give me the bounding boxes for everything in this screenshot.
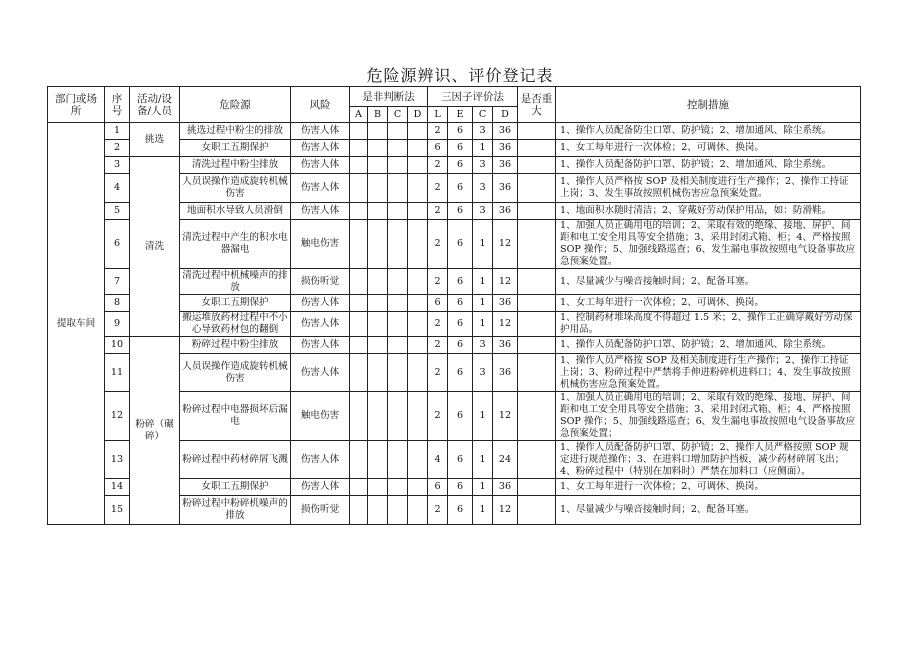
judge-cell bbox=[368, 496, 388, 525]
lec-d-cell: 36 bbox=[493, 203, 518, 220]
judge-cell bbox=[350, 174, 368, 203]
lec-e-cell: 6 bbox=[448, 479, 473, 496]
judge-cell bbox=[388, 354, 408, 392]
risk-cell: 伤害人体 bbox=[291, 337, 350, 354]
risk-cell: 触电伤害 bbox=[291, 220, 350, 269]
risk-cell: 损伤听觉 bbox=[291, 496, 350, 525]
lec-l-cell: 2 bbox=[428, 123, 448, 140]
lec-c-cell: 3 bbox=[473, 203, 493, 220]
seq-cell: 12 bbox=[105, 392, 130, 441]
header-dept: 部门或场所 bbox=[48, 87, 105, 123]
judge-cell bbox=[350, 354, 368, 392]
lec-e-cell: 6 bbox=[448, 140, 473, 157]
judge-cell bbox=[350, 140, 368, 157]
lec-l-cell: 2 bbox=[428, 392, 448, 441]
lec-l-cell: 2 bbox=[428, 496, 448, 525]
hazard-cell: 粉碎过程中粉碎机噪声的排放 bbox=[180, 496, 291, 525]
control-cell: 1、地面积水随时清洁；2、穿戴好劳动保护用品，如：防滑鞋。 bbox=[556, 203, 861, 220]
lec-l-cell: 2 bbox=[428, 157, 448, 174]
lec-e-cell: 6 bbox=[448, 337, 473, 354]
header-row bbox=[48, 87, 861, 107]
header-lec-e: E bbox=[448, 107, 473, 123]
major-cell bbox=[518, 392, 556, 441]
major-cell bbox=[518, 140, 556, 157]
control-cell: 1、女工每年进行一次体检；2、可调休、换岗。 bbox=[556, 479, 861, 496]
judge-cell bbox=[350, 203, 368, 220]
risk-cell: 伤害人体 bbox=[291, 123, 350, 140]
judge-cell bbox=[350, 337, 368, 354]
lec-d-cell: 36 bbox=[493, 123, 518, 140]
judge-cell bbox=[408, 496, 428, 525]
judge-cell bbox=[388, 392, 408, 441]
risk-cell: 伤害人体 bbox=[291, 354, 350, 392]
activity-cell: 粉碎（碾碎） bbox=[130, 337, 180, 525]
header-hazard: 危险源 bbox=[180, 87, 291, 123]
lec-c-cell: 1 bbox=[473, 269, 493, 295]
lec-l-cell: 2 bbox=[428, 354, 448, 392]
header-lec: 三因子评价法 bbox=[428, 87, 518, 107]
header-lec-d: D bbox=[493, 107, 518, 123]
seq-cell: 3 bbox=[105, 157, 130, 174]
lec-e-cell: 6 bbox=[448, 220, 473, 269]
lec-l-cell: 2 bbox=[428, 269, 448, 295]
major-cell bbox=[518, 174, 556, 203]
major-cell bbox=[518, 496, 556, 525]
lec-c-cell: 3 bbox=[473, 354, 493, 392]
seq-cell: 1 bbox=[105, 123, 130, 140]
risk-cell: 伤害人体 bbox=[291, 479, 350, 496]
judge-cell bbox=[408, 441, 428, 479]
judge-cell bbox=[408, 479, 428, 496]
lec-e-cell: 6 bbox=[448, 496, 473, 525]
lec-e-cell: 6 bbox=[448, 174, 473, 203]
lec-d-cell: 36 bbox=[493, 140, 518, 157]
header-control: 控制措施 bbox=[556, 87, 861, 123]
control-cell: 1、操作人员严格按 SOP 及相关制度进行生产操作；2、操作工持证上岗；3、发生事故按照机械伤害应急预案处置。 bbox=[556, 174, 861, 203]
seq-cell: 13 bbox=[105, 441, 130, 479]
table-body bbox=[48, 87, 861, 525]
seq-cell: 8 bbox=[105, 295, 130, 312]
header-major: 是否重大 bbox=[518, 87, 556, 123]
table-row bbox=[48, 157, 861, 174]
control-cell: 1、加强人员正确用电的培训；2、采取有效的绝缘、接地、屏护、间距和电工安全用具等安全措施；3、采用封闭式箱、柜；4、严格按照SOP 操作；5、加强线路巡查；6、发生漏电事故按照电气设备事故应急预案处置。 bbox=[556, 220, 861, 269]
lec-e-cell: 6 bbox=[448, 269, 473, 295]
lec-e-cell: 6 bbox=[448, 312, 473, 337]
header-risk: 风险 bbox=[291, 87, 350, 123]
seq-cell: 6 bbox=[105, 220, 130, 269]
lec-l-cell: 2 bbox=[428, 203, 448, 220]
control-cell: 1、操作人员配备防护口罩、防护镜；2、操作人员严格按照 SOP 规定进行规范操作；3、在进料口增加防护挡板，减少药材碎屑飞出；4、粉碎过程中（特别在加料时）严禁在加料口（应侧面）。 bbox=[556, 441, 861, 479]
judge-cell bbox=[408, 140, 428, 157]
judge-cell bbox=[388, 441, 408, 479]
major-cell bbox=[518, 312, 556, 337]
major-cell bbox=[518, 157, 556, 174]
risk-cell: 触电伤害 bbox=[291, 392, 350, 441]
lec-c-cell: 3 bbox=[473, 123, 493, 140]
major-cell bbox=[518, 123, 556, 140]
judge-cell bbox=[368, 312, 388, 337]
hazard-cell: 粉碎过程中药材碎屑飞溅 bbox=[180, 441, 291, 479]
lec-e-cell: 6 bbox=[448, 123, 473, 140]
judge-cell bbox=[350, 312, 368, 337]
header-activity: 活动/设备/人员 bbox=[130, 87, 180, 123]
lec-c-cell: 1 bbox=[473, 295, 493, 312]
header-lec-l: L bbox=[428, 107, 448, 123]
department-cell: 提取车间 bbox=[48, 123, 105, 525]
control-cell: 1、操作人员严格按 SOP 及相关制度进行生产操作；2、操作工持证上岗；3、粉碎过程中严禁将手伸进粉碎机进料口；4、发生事故按照机械伤害应急预案处置。 bbox=[556, 354, 861, 392]
judge-cell bbox=[368, 203, 388, 220]
lec-c-cell: 1 bbox=[473, 441, 493, 479]
lec-d-cell: 36 bbox=[493, 174, 518, 203]
lec-d-cell: 36 bbox=[493, 337, 518, 354]
lec-d-cell: 12 bbox=[493, 220, 518, 269]
lec-c-cell: 3 bbox=[473, 157, 493, 174]
judge-cell bbox=[368, 354, 388, 392]
judge-cell bbox=[408, 295, 428, 312]
judge-cell bbox=[388, 295, 408, 312]
judge-cell bbox=[368, 140, 388, 157]
seq-cell: 14 bbox=[105, 479, 130, 496]
judge-cell bbox=[408, 337, 428, 354]
lec-d-cell: 36 bbox=[493, 295, 518, 312]
judge-cell bbox=[368, 337, 388, 354]
control-cell: 1、操作人员配备防护口罩、防护镜；2、增加通风、除尘系统。 bbox=[556, 337, 861, 354]
judge-cell bbox=[408, 312, 428, 337]
risk-cell: 伤害人体 bbox=[291, 203, 350, 220]
risk-cell: 伤害人体 bbox=[291, 140, 350, 157]
seq-cell: 10 bbox=[105, 337, 130, 354]
hazard-cell: 女职工五期保护 bbox=[180, 479, 291, 496]
judge-cell bbox=[350, 441, 368, 479]
lec-c-cell: 3 bbox=[473, 174, 493, 203]
major-cell bbox=[518, 220, 556, 269]
major-cell bbox=[518, 479, 556, 496]
hazard-cell: 地面积水导致人员滑倒 bbox=[180, 203, 291, 220]
judge-cell bbox=[388, 203, 408, 220]
lec-c-cell: 1 bbox=[473, 140, 493, 157]
lec-e-cell: 6 bbox=[448, 203, 473, 220]
header-judge-a: A bbox=[350, 107, 368, 123]
risk-cell: 伤害人体 bbox=[291, 157, 350, 174]
judge-cell bbox=[408, 174, 428, 203]
lec-e-cell: 6 bbox=[448, 157, 473, 174]
header-seq: 序号 bbox=[105, 87, 130, 123]
hazard-cell: 粉碎过程中粉尘排放 bbox=[180, 337, 291, 354]
lec-e-cell: 6 bbox=[448, 354, 473, 392]
lec-d-cell: 12 bbox=[493, 312, 518, 337]
judge-cell bbox=[408, 157, 428, 174]
lec-l-cell: 2 bbox=[428, 174, 448, 203]
header-judge-d: D bbox=[408, 107, 428, 123]
seq-cell: 7 bbox=[105, 269, 130, 295]
judge-cell bbox=[368, 441, 388, 479]
lec-c-cell: 3 bbox=[473, 337, 493, 354]
control-cell: 1、尽量减少与噪音接触时间；2、配备耳塞。 bbox=[556, 269, 861, 295]
header-lec-c: C bbox=[473, 107, 493, 123]
lec-l-cell: 4 bbox=[428, 441, 448, 479]
lec-d-cell: 12 bbox=[493, 496, 518, 525]
hazard-cell: 清洗过程中粉尘排放 bbox=[180, 157, 291, 174]
judge-cell bbox=[350, 392, 368, 441]
risk-cell: 伤害人体 bbox=[291, 441, 350, 479]
control-cell: 1、控制药材堆垛高度不得超过 1.5 米；2、操作工正确穿戴好劳动保护用品。 bbox=[556, 312, 861, 337]
major-cell bbox=[518, 203, 556, 220]
lec-l-cell: 6 bbox=[428, 295, 448, 312]
lec-d-cell: 12 bbox=[493, 269, 518, 295]
judge-cell bbox=[408, 123, 428, 140]
hazard-cell: 搬运堆放药材过程中不小心导致药材包的翻倒 bbox=[180, 312, 291, 337]
lec-c-cell: 1 bbox=[473, 496, 493, 525]
judge-cell bbox=[408, 269, 428, 295]
risk-cell: 伤害人体 bbox=[291, 295, 350, 312]
seq-cell: 4 bbox=[105, 174, 130, 203]
judge-cell bbox=[350, 123, 368, 140]
judge-cell bbox=[388, 479, 408, 496]
judge-cell bbox=[368, 479, 388, 496]
seq-cell: 11 bbox=[105, 354, 130, 392]
judge-cell bbox=[368, 157, 388, 174]
judge-cell bbox=[408, 354, 428, 392]
judge-cell bbox=[388, 496, 408, 525]
judge-cell bbox=[350, 269, 368, 295]
lec-e-cell: 6 bbox=[448, 295, 473, 312]
risk-cell: 伤害人体 bbox=[291, 174, 350, 203]
judge-cell bbox=[388, 174, 408, 203]
judge-cell bbox=[388, 140, 408, 157]
judge-cell bbox=[388, 337, 408, 354]
lec-l-cell: 2 bbox=[428, 337, 448, 354]
judge-cell bbox=[388, 220, 408, 269]
seq-cell: 9 bbox=[105, 312, 130, 337]
table-row bbox=[48, 123, 861, 140]
judge-cell bbox=[388, 312, 408, 337]
hazard-cell: 粉碎过程中电器损坏后漏电 bbox=[180, 392, 291, 441]
lec-l-cell: 6 bbox=[428, 140, 448, 157]
lec-e-cell: 6 bbox=[448, 441, 473, 479]
judge-cell bbox=[368, 269, 388, 295]
control-cell: 1、尽量减少与噪音接触时间；2、配备耳塞。 bbox=[556, 496, 861, 525]
judge-cell bbox=[368, 174, 388, 203]
hazard-cell: 女职工五期保护 bbox=[180, 295, 291, 312]
hazard-cell: 人员误操作造成旋转机械伤害 bbox=[180, 354, 291, 392]
judge-cell bbox=[408, 220, 428, 269]
major-cell bbox=[518, 337, 556, 354]
seq-cell: 15 bbox=[105, 496, 130, 525]
lec-c-cell: 1 bbox=[473, 479, 493, 496]
control-cell: 1、操作人员配备防尘口罩、防护镜；2、增加通风、除尘系统。 bbox=[556, 123, 861, 140]
judge-cell bbox=[408, 203, 428, 220]
hazard-cell: 人员误操作造成旋转机械伤害 bbox=[180, 174, 291, 203]
hazard-cell: 女职工五期保护 bbox=[180, 140, 291, 157]
judge-cell bbox=[388, 123, 408, 140]
judge-cell bbox=[350, 157, 368, 174]
judge-cell bbox=[350, 295, 368, 312]
table-row bbox=[48, 337, 861, 354]
control-cell: 1、女工每年进行一次体检；2、可调休、换岗。 bbox=[556, 140, 861, 157]
header-judge: 是非判断法 bbox=[350, 87, 428, 107]
control-cell: 1、女工每年进行一次体检；2、可调休、换岗。 bbox=[556, 295, 861, 312]
risk-cell: 伤害人体 bbox=[291, 312, 350, 337]
seq-cell: 5 bbox=[105, 203, 130, 220]
lec-l-cell: 2 bbox=[428, 312, 448, 337]
activity-cell: 挑选 bbox=[130, 123, 180, 157]
judge-cell bbox=[388, 157, 408, 174]
judge-cell bbox=[368, 392, 388, 441]
judge-cell bbox=[350, 496, 368, 525]
lec-c-cell: 1 bbox=[473, 220, 493, 269]
control-cell: 1、加强人员正确用电的培训；2、采取有效的绝缘、接地、屏护、间距和电工安全用具等安全措施；3、采用封闭式箱、柜；4、严格按照SOP 操作；5、加强线路巡查；6、发生漏电事故按照电气设备事故应急预案处置； bbox=[556, 392, 861, 441]
risk-cell: 损伤听觉 bbox=[291, 269, 350, 295]
judge-cell bbox=[368, 220, 388, 269]
lec-d-cell: 36 bbox=[493, 354, 518, 392]
header-judge-b: B bbox=[368, 107, 388, 123]
hazard-cell: 清洗过程中产生的积水电器漏电 bbox=[180, 220, 291, 269]
hazard-cell: 清洗过程中机械噪声的排放 bbox=[180, 269, 291, 295]
lec-l-cell: 6 bbox=[428, 479, 448, 496]
judge-cell bbox=[388, 269, 408, 295]
hazard-cell: 挑选过程中粉尘的排放 bbox=[180, 123, 291, 140]
control-cell: 1、操作人员配备防护口罩、防护镜；2、增加通风、除尘系统。 bbox=[556, 157, 861, 174]
major-cell bbox=[518, 269, 556, 295]
lec-c-cell: 1 bbox=[473, 312, 493, 337]
judge-cell bbox=[408, 392, 428, 441]
header-judge-c: C bbox=[388, 107, 408, 123]
major-cell bbox=[518, 354, 556, 392]
major-cell bbox=[518, 441, 556, 479]
major-cell bbox=[518, 295, 556, 312]
seq-cell: 2 bbox=[105, 140, 130, 157]
lec-d-cell: 24 bbox=[493, 441, 518, 479]
judge-cell bbox=[350, 220, 368, 269]
activity-cell: 清洗 bbox=[130, 157, 180, 337]
lec-d-cell: 36 bbox=[493, 157, 518, 174]
hazard-register-table bbox=[47, 86, 861, 525]
judge-cell bbox=[368, 295, 388, 312]
lec-e-cell: 6 bbox=[448, 392, 473, 441]
judge-cell bbox=[368, 123, 388, 140]
lec-d-cell: 12 bbox=[493, 392, 518, 441]
lec-c-cell: 1 bbox=[473, 392, 493, 441]
lec-d-cell: 36 bbox=[493, 479, 518, 496]
page-title: 危险源辨识、评价登记表 bbox=[366, 66, 554, 85]
judge-cell bbox=[350, 479, 368, 496]
lec-l-cell: 2 bbox=[428, 220, 448, 269]
